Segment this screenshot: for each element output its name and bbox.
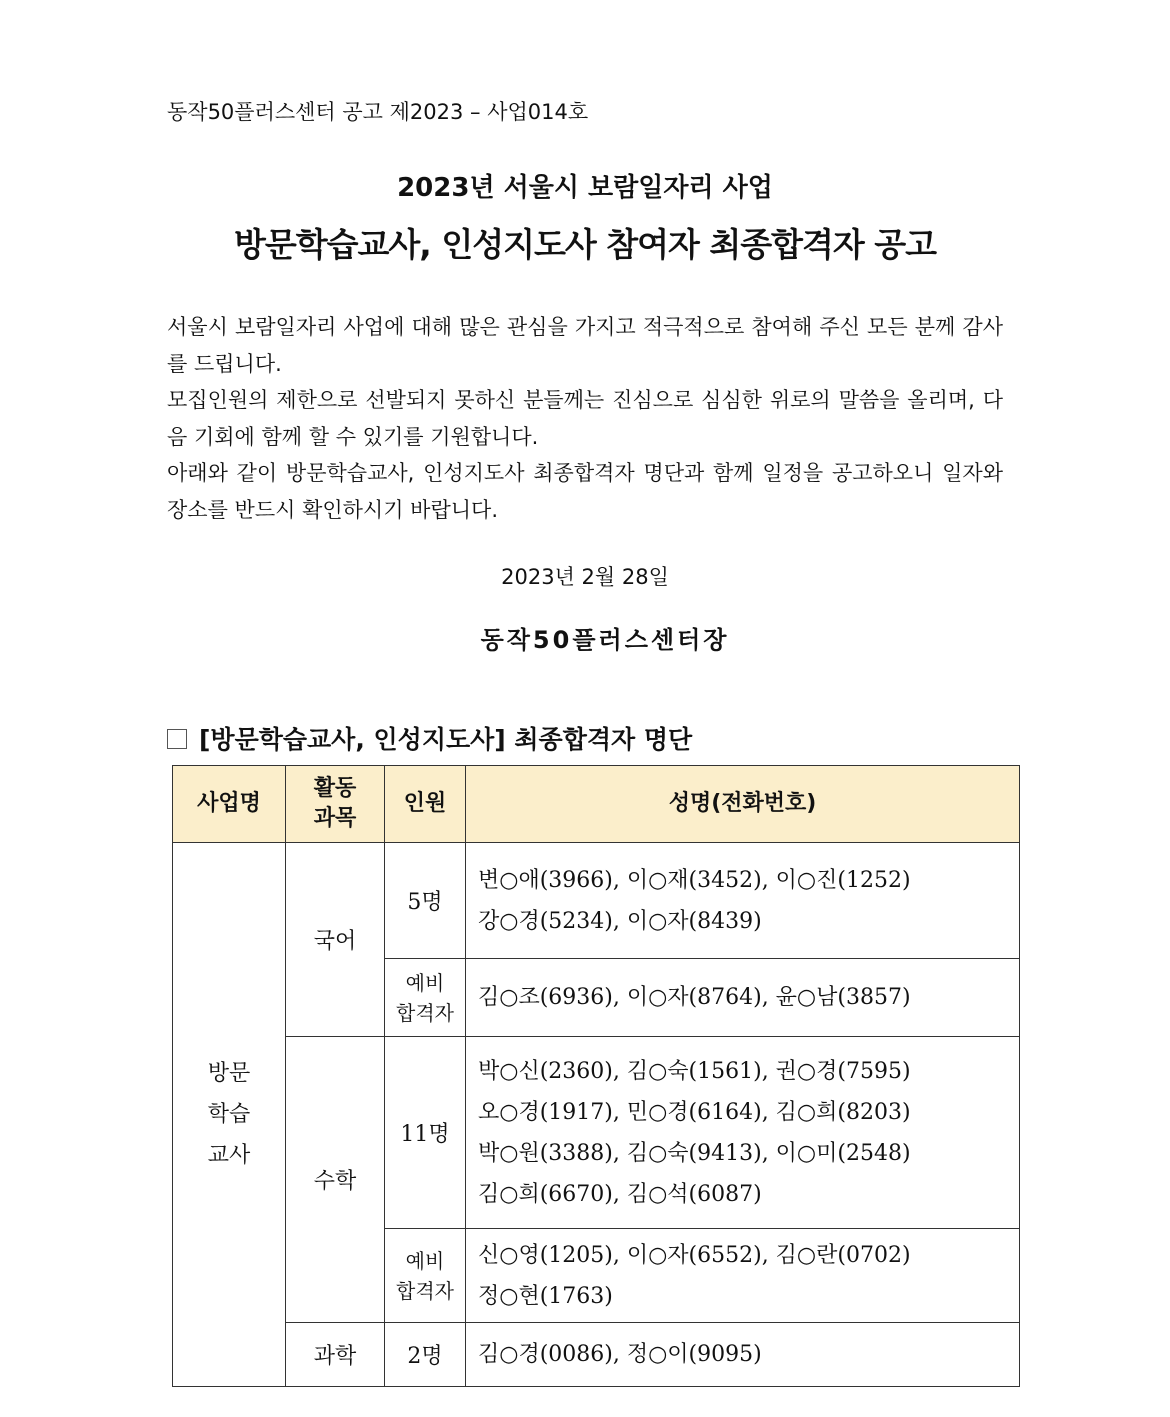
count-cell: 예비 합격자 <box>385 959 466 1037</box>
count-cell: 2명 <box>385 1323 466 1387</box>
section-heading <box>167 720 692 756</box>
announcement-date: 2023년 2월 28일 <box>501 565 669 589</box>
count-cell: 11명 <box>385 1037 466 1229</box>
col-header-count: 인원 <box>385 766 466 843</box>
subject-cell: 국어 <box>286 843 385 1037</box>
col-header-business: 사업명 <box>173 766 286 843</box>
signer: 동작50플러스센터장 <box>480 626 730 654</box>
names-cell: 김○경(0086), 정○이(9095) <box>466 1323 1020 1387</box>
subject-cell: 과학 <box>286 1323 385 1387</box>
subject-cell: 수학 <box>286 1037 385 1323</box>
table-row <box>173 1037 1020 1229</box>
names-cell: 신○영(1205), 이○자(6552), 김○란(0702) 정○현(1763) <box>466 1229 1020 1323</box>
paragraph: 모집인원의 제한으로 선발되지 못하신 분들께는 진심으로 심심한 위로의 말씀을 올리며, 다음 기회에 함께 할 수 있기를 기원합니다. <box>167 388 1003 449</box>
doc-number: 동작50플러스센터 공고 제2023 – 사업014호 <box>167 100 589 124</box>
names-cell: 박○신(2360), 김○숙(1561), 권○경(7595) 오○경(1917), 민○경(6164), 김○희(8203) 박○원(3388), 김○숙(9413), 이○미(2548) 김○희(6670), 김○석(6087) <box>466 1037 1020 1229</box>
page-title: 방문학습교사, 인성지도사 참여자 최종합격자 공고 <box>234 225 936 264</box>
business-cell: 방문 학습 교사 <box>173 843 286 1387</box>
body-text <box>167 309 1003 528</box>
checkbox-square-icon <box>167 729 187 749</box>
count-cell: 5명 <box>385 843 466 959</box>
table-row <box>173 1323 1020 1387</box>
paragraph: 아래와 같이 방문학습교사, 인성지도사 최종합격자 명단과 함께 일정을 공고하오니 일자와 장소를 반드시 확인하시기 바랍니다. <box>167 461 1003 522</box>
paragraph: 서울시 보람일자리 사업에 대해 많은 관심을 가지고 적극적으로 참여해 주신 모든 분께 감사를 드립니다. <box>167 315 1003 376</box>
names-cell: 변○애(3966), 이○재(3452), 이○진(1252) 강○경(5234), 이○자(8439) <box>466 843 1020 959</box>
section-heading-text: [방문학습교사, 인성지도사] 최종합격자 명단 <box>199 725 693 754</box>
col-header-names: 성명(전화번호) <box>466 766 1020 843</box>
table-row <box>173 843 1020 959</box>
table-header-row <box>173 766 1020 843</box>
subtitle: 2023년 서울시 보람일자리 사업 <box>397 173 773 203</box>
count-cell: 예비 합격자 <box>385 1229 466 1323</box>
col-header-subject: 활동 과목 <box>286 766 385 843</box>
roster-table <box>172 765 1020 1387</box>
names-cell: 김○조(6936), 이○자(8764), 윤○남(3857) <box>466 959 1020 1037</box>
